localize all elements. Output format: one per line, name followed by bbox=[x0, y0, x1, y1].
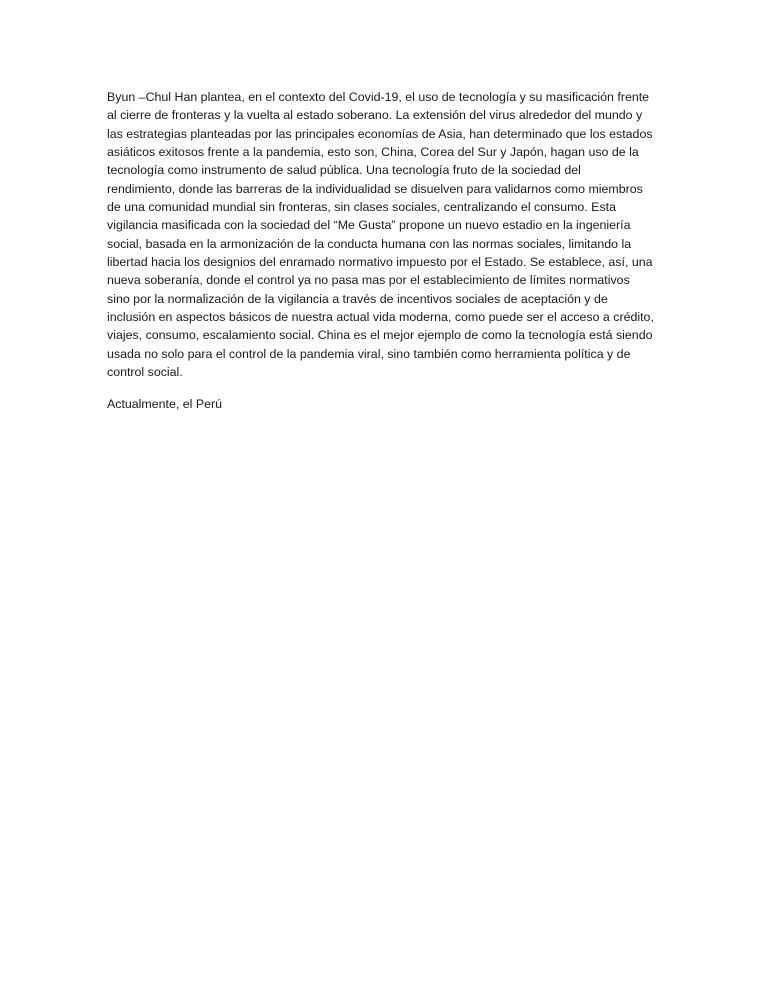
paragraph-2 bbox=[107, 395, 662, 413]
paragraph-line: las estrategias planteadas por las principales economías de Asia, han determinado que los estados bbox=[107, 126, 653, 141]
paragraph-line: de una comunidad mundial sin fronteras, sin clases sociales, centralizando el consumo. Esta bbox=[107, 200, 616, 215]
paragraph-1 bbox=[107, 88, 662, 382]
paragraph-line: nueva soberanía, donde el control ya no pasa mas por el establecimiento de límites normativos bbox=[107, 273, 630, 288]
paragraph-line: tecnología como instrumento de salud pública. Una tecnología fruto de la sociedad del bbox=[107, 163, 581, 178]
paragraph-line: control social. bbox=[107, 365, 183, 380]
paragraph-line: libertad hacia los designios del enramado normativo impuesto por el Estado. Se establece, así, una bbox=[107, 255, 653, 270]
paragraph-line: al cierre de fronteras y la vuelta al estado soberano. La extensión del virus alrededor del mundo y bbox=[107, 108, 643, 123]
paragraph-line: Byun –Chul Han plantea, en el contexto del Covid-19, el uso de tecnología y su masificación frente bbox=[107, 90, 650, 104]
paragraph-line: asiáticos exitosos frente a la pandemia, esto son, China, Corea del Sur y Japón, hagan uso de la bbox=[107, 145, 639, 160]
paragraph-line: vigilancia masificada con la sociedad del “Me Gusta” propone un nuevo estadio en la ingeniería bbox=[107, 218, 631, 233]
document-body bbox=[107, 88, 662, 413]
paragraph-line: sino por la normalización de la vigilancia a través de incentivos sociales de aceptación y de bbox=[107, 291, 608, 306]
paragraph-line: rendimiento, donde las barreras de la individualidad se disuelven para validarnos como miembros bbox=[107, 181, 643, 196]
paragraph-line: usada no solo para el control de la pandemia viral, sino también como herramienta política y de bbox=[107, 346, 631, 361]
paragraph-line: viajes, consumo, escalamiento social. China es el mejor ejemplo de como la tecnología está siendo bbox=[107, 328, 653, 343]
paragraph-line: social, basada en la armonización de la conducta humana con las normas sociales, limitando la bbox=[107, 236, 632, 251]
paragraph-line: Actualmente, el Perú bbox=[107, 396, 223, 411]
paragraph-line: inclusión en aspectos básicos de nuestra actual vida moderna, como puede ser el acceso a crédito, bbox=[107, 310, 654, 325]
